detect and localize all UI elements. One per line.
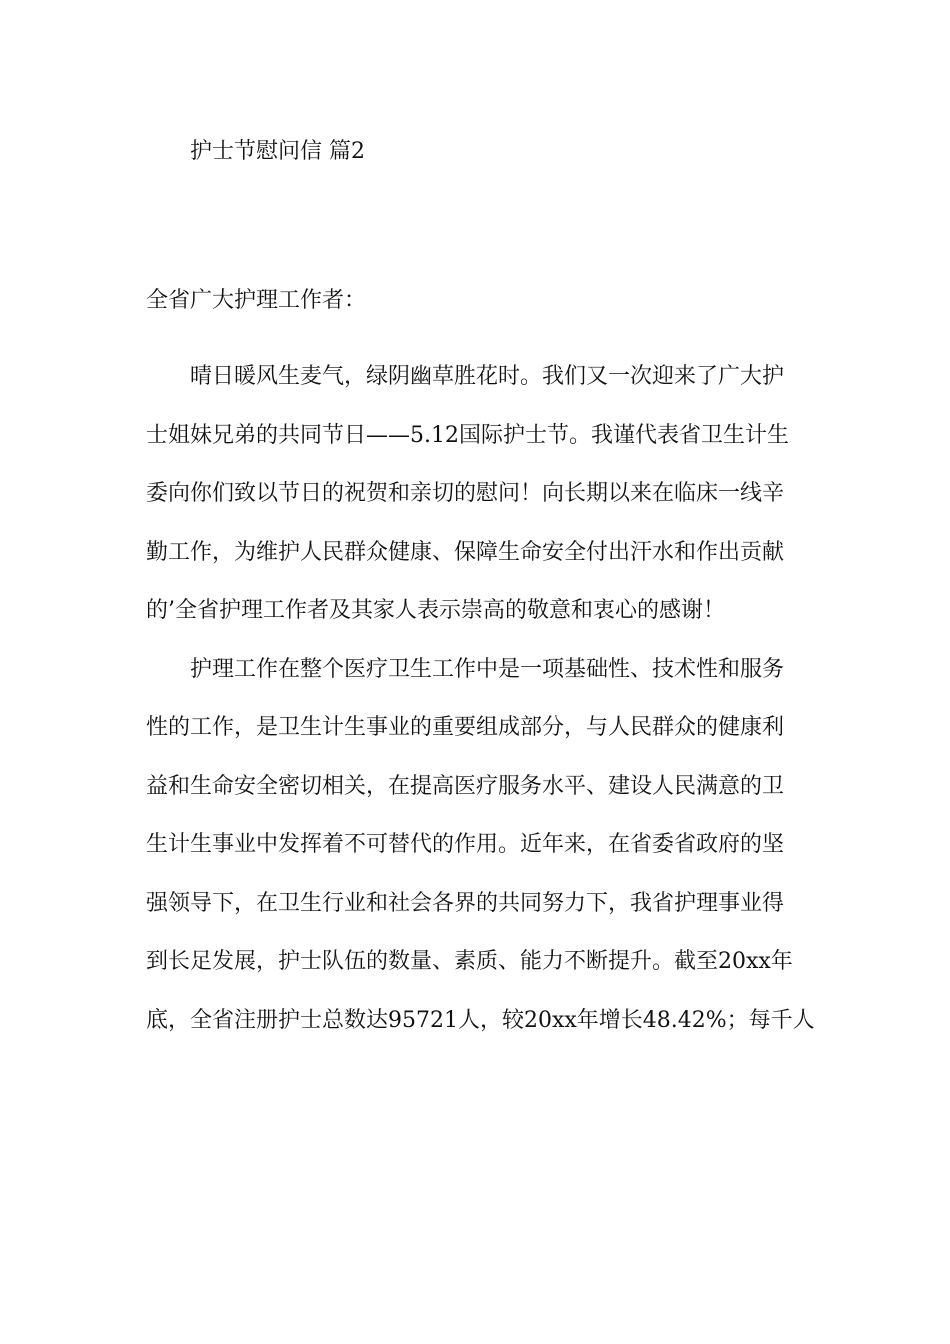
text-line: 底，全省注册护士总数达95721人，较20xx年增长48.42%；每千人 <box>146 1007 815 1033</box>
text-line: 性的工作，是卫生计生事业的重要组成部分，与人民群众的健康利 <box>146 715 785 740</box>
document-title: 护士节慰问信 篇2 <box>190 139 365 164</box>
text-line: 士姐妹兄弟的共同节日——5.12国际护士节。我谨代表省卫生计生 <box>146 422 789 448</box>
text-line: 强领导下，在卫生行业和社会各界的共同努力下，我省护理事业得 <box>146 890 785 916</box>
text-line: 生计生事业中发挥着不可替代的作用。近年来，在省委省政府的坚 <box>146 832 785 857</box>
text-line: 的’全省护理工作者及其家人表示崇高的敬意和衷心的感谢！ <box>146 598 725 623</box>
text-line: 益和生命安全密切相关，在提高医疗服务水平、建设人民满意的卫 <box>146 773 785 799</box>
text-line: 勤工作，为维护人民群众健康、保障生命安全付出汗水和作出贡献 <box>146 539 785 565</box>
text-line: 委向你们致以节日的祝贺和亲切的慰问！向长期以来在临床一线辛 <box>146 481 785 506</box>
text-line: 晴日暖风生麦气，绿阴幽草胜花时。我们又一次迎来了广大护 <box>190 364 785 389</box>
salutation: 全省广大护理工作者： <box>146 288 367 313</box>
text-line: 护理工作在整个医疗卫生工作中是一项基础性、技术性和服务 <box>190 656 785 682</box>
text-line: 到长足发展，护士队伍的数量、素质、能力不断提升。截至20xx年 <box>146 949 793 974</box>
letter-body <box>146 362 826 1064</box>
